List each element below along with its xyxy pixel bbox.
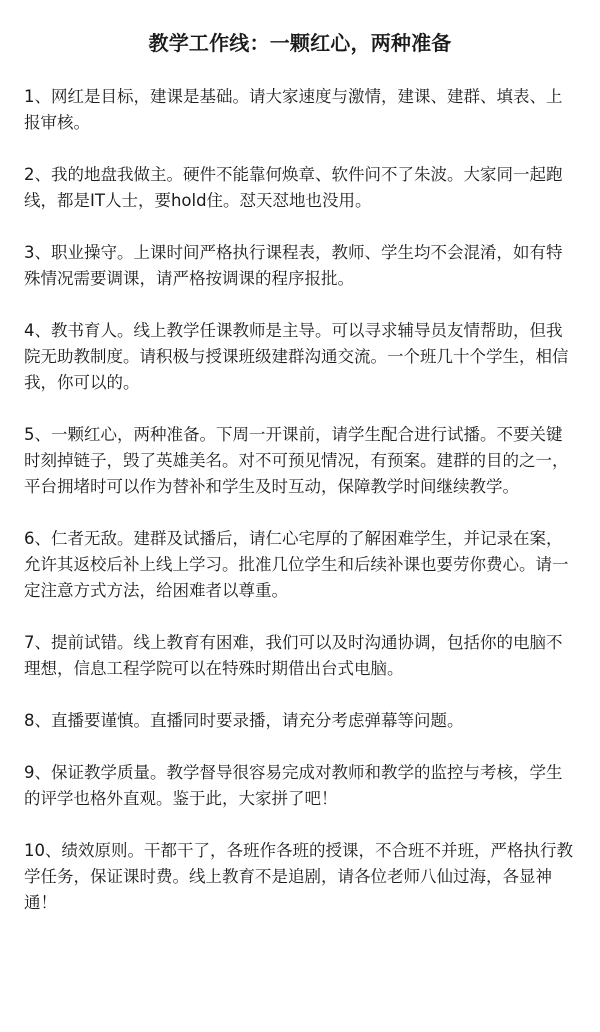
list-item-9: 9、保证教学质量。教学督导很容易完成对教师和教学的监控与考核，学生的评学也格外直观。鉴于此，大家拼了吧！: [24, 763, 563, 808]
list-item-5: 5、一颗红心，两种准备。下周一开课前，请学生配合进行试播。不要关键时刻掉链子，毁了英雄美名。对不可预见情况，有预案。建群的目的之一，平台拥堵时可以作为替补和学生及时互动，保障教学时间继续教学。: [24, 425, 569, 496]
item-list: [24, 84, 576, 916]
list-item-2: 2、我的地盘我做主。硬件不能靠何焕章、软件问不了朱波。大家同一起跑线，都是IT人士，要hold住。怼天怼地也没用。: [24, 165, 563, 210]
list-item-4: 4、教书育人。线上教学任课教师是主导。可以寻求辅导员友情帮助，但我院无助教制度。请积极与授课班级建群沟通交流。一个班几十个学生，相信我，你可以的。: [24, 321, 569, 392]
list-item-7: 7、提前试错。线上教育有困难，我们可以及时沟通协调，包括你的电脑不理想，信息工程学院可以在特殊时期借出台式电脑。: [24, 633, 563, 678]
list-item-3: 3、职业操守。上课时间严格执行课程表，教师、学生均不会混淆，如有特殊情况需要调课，请严格按调课的程序报批。: [24, 243, 563, 288]
list-item-1: 1、网红是目标，建课是基础。请大家速度与激情，建课、建群、填表、上报审核。: [24, 87, 563, 132]
list-item-6: 6、仁者无敌。建群及试播后，请仁心宅厚的了解困难学生，并记录在案，允许其返校后补上线上学习。批准几位学生和后续补课也要劳你费心。请一定注意方式方法，给困难者以尊重。: [24, 529, 569, 600]
list-item-8: 8、直播要谨慎。直播同时要录播，请充分考虑弹幕等问题。: [24, 711, 464, 730]
document-title: 教学工作线：一颗红心，两种准备: [148, 31, 452, 55]
list-item-10: 10、绩效原则。干都干了，各班作各班的授课，不合班不并班，严格执行教学任务，保证课时费。线上教育不是追剧，请各位老师八仙过海，各显神通！: [24, 841, 573, 912]
